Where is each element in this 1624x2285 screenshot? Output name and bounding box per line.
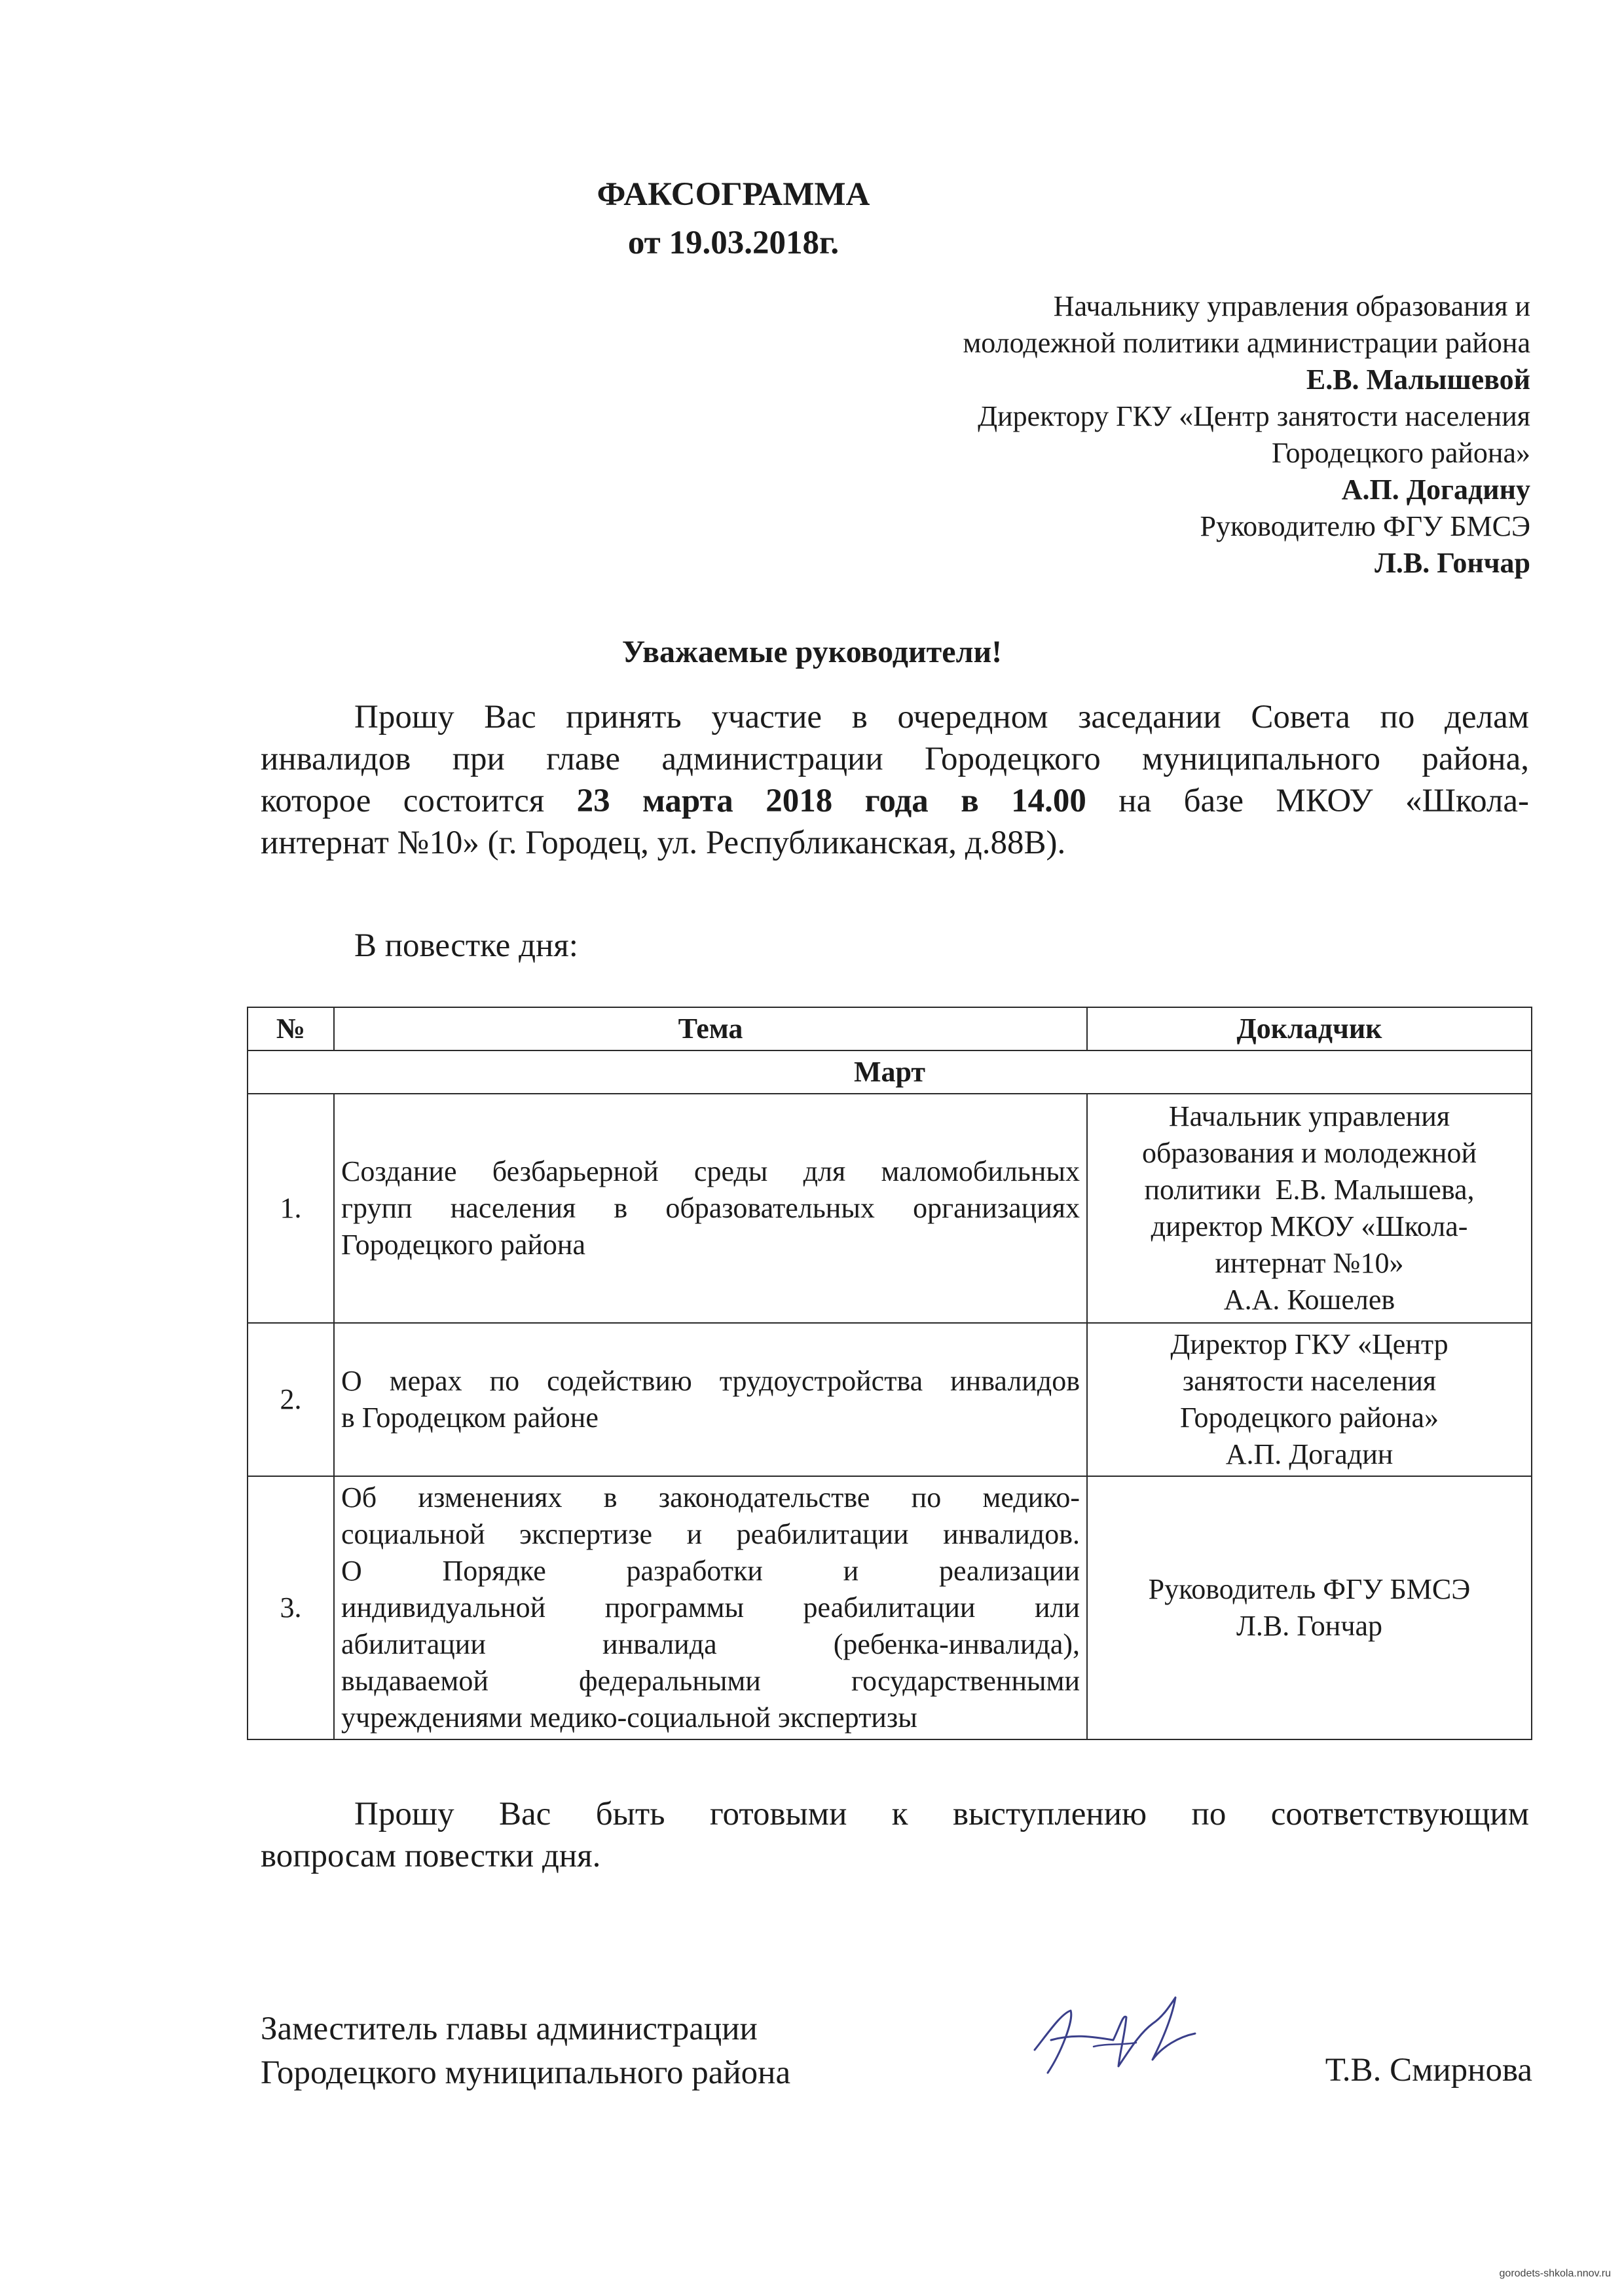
signatory-position: [261, 2007, 790, 2095]
row-topic: [334, 1094, 1087, 1323]
paragraph-line: интернат №10» (г. Городец, ул. Республиканская, д.88В).: [261, 825, 1066, 861]
speaker-line: Директор ГКУ «Центр: [1170, 1328, 1449, 1360]
addressee-name: Е.В. Малышевой: [1306, 363, 1530, 396]
month-row: [248, 1050, 1532, 1094]
topic-line: групп населения в образовательных организациях: [341, 1192, 1080, 1224]
row-speaker: [1087, 1323, 1532, 1476]
row-num: 1.: [248, 1094, 334, 1323]
row-num: 2.: [248, 1323, 334, 1476]
agenda-intro: В повестке дня:: [354, 927, 578, 964]
topic-line: выдаваемой федеральными государственными: [341, 1665, 1080, 1697]
speaker-line: А.П. Догадин: [1225, 1438, 1393, 1470]
speaker-line: занятости населения: [1182, 1365, 1437, 1397]
speaker-line: Начальник управления: [1168, 1100, 1450, 1132]
topic-line: в Городецком районе: [341, 1402, 599, 1434]
signatory-name: Т.В. Смирнова: [1325, 2052, 1532, 2089]
speaker-line: политики Е.В. Малышева,: [1144, 1174, 1475, 1206]
speaker-line: образования и молодежной: [1141, 1137, 1477, 1169]
meeting-datetime: 23 марта 2018 года в 14.00: [576, 783, 1086, 819]
topic-line: О мерах по содействию трудоустройства инвалидов: [341, 1365, 1080, 1397]
addressee-line: Руководителю ФГУ БМСЭ: [1200, 510, 1530, 542]
paragraph-line: инвалидов при главе администрации Городецкого муниципального района,: [261, 741, 1529, 777]
header-speaker: Докладчик: [1087, 1007, 1532, 1050]
addressee-line: молодежной политики администрации района: [963, 327, 1530, 359]
position-line: Заместитель главы администрации: [261, 2011, 758, 2047]
document-title: ФАКСОГРАММА: [597, 176, 870, 213]
topic-line: Городецкого района: [341, 1229, 586, 1261]
table-header-row: [248, 1007, 1532, 1050]
topic-line: Об изменениях в законодательстве по медико-: [341, 1481, 1080, 1514]
row-speaker: [1087, 1476, 1532, 1739]
speaker-line: интернат №10»: [1215, 1247, 1404, 1279]
footer-stamp: gorodets-shkola.nnov.ru: [1499, 2268, 1611, 2279]
header-topic: Тема: [334, 1007, 1087, 1050]
row-num: 3.: [248, 1476, 334, 1739]
month-label: Март: [248, 1050, 1532, 1094]
speaker-line: директор МКОУ «Школа-: [1151, 1210, 1468, 1242]
speaker-line: Руководитель ФГУ БМСЭ: [1148, 1573, 1471, 1605]
paragraph-line: Прошу Вас быть готовыми к выступлению по соответствующим: [354, 1796, 1529, 1832]
addressee-line: Директору ГКУ «Центр занятости населения: [978, 400, 1530, 432]
table-row: [248, 1094, 1532, 1323]
addressee-name: Л.В. Гончар: [1375, 547, 1530, 579]
table-row: [248, 1323, 1532, 1476]
agenda-table: [247, 1007, 1532, 1740]
addressee-line: Городецкого района»: [1271, 437, 1530, 469]
document-date: от 19.03.2018г.: [627, 225, 840, 261]
row-speaker: [1087, 1094, 1532, 1323]
topic-line: социальной экспертизе и реабилитации инвалидов.: [341, 1518, 1080, 1550]
position-line: Городецкого муниципального района: [261, 2054, 791, 2091]
paragraph-fragment: которое состоится: [261, 783, 577, 819]
topic-line: О Порядке разработки и реализации: [341, 1555, 1080, 1587]
addressee-name: А.П. Догадину: [1341, 474, 1530, 506]
row-topic: [334, 1323, 1087, 1476]
speaker-line: Л.В. Гончар: [1236, 1610, 1382, 1642]
paragraph-line: вопросам повестки дня.: [261, 1838, 601, 1874]
topic-line: индивидуальной программы реабилитации или: [341, 1591, 1080, 1624]
closing-paragraph: [261, 1793, 1529, 1877]
row-topic: [334, 1476, 1087, 1739]
header-num: №: [248, 1007, 334, 1050]
topic-line: абилитации инвалида (ребенка-инвалида),: [341, 1628, 1080, 1660]
handwritten-signature: [1022, 1988, 1211, 2099]
paragraph-line: Прошу Вас принять участие в очередном заседании Совета по делам: [354, 699, 1529, 735]
paragraph-line: [261, 780, 1529, 822]
topic-line: Создание безбарьерной среды для маломобильных: [341, 1155, 1080, 1187]
speaker-line: Городецкого района»: [1179, 1402, 1439, 1434]
greeting: Уважаемые руководители!: [621, 635, 1003, 669]
addressee-line: Начальнику управления образования и: [1053, 290, 1530, 322]
paragraph-fragment: на базе МКОУ «Школа-: [1086, 783, 1529, 819]
speaker-line: А.А. Кошелев: [1223, 1284, 1395, 1316]
topic-line: учреждениями медико-социальной экспертизы: [341, 1701, 917, 1734]
invitation-paragraph: [261, 696, 1529, 864]
table-row: [248, 1476, 1532, 1739]
addressee-block: [614, 288, 1530, 582]
